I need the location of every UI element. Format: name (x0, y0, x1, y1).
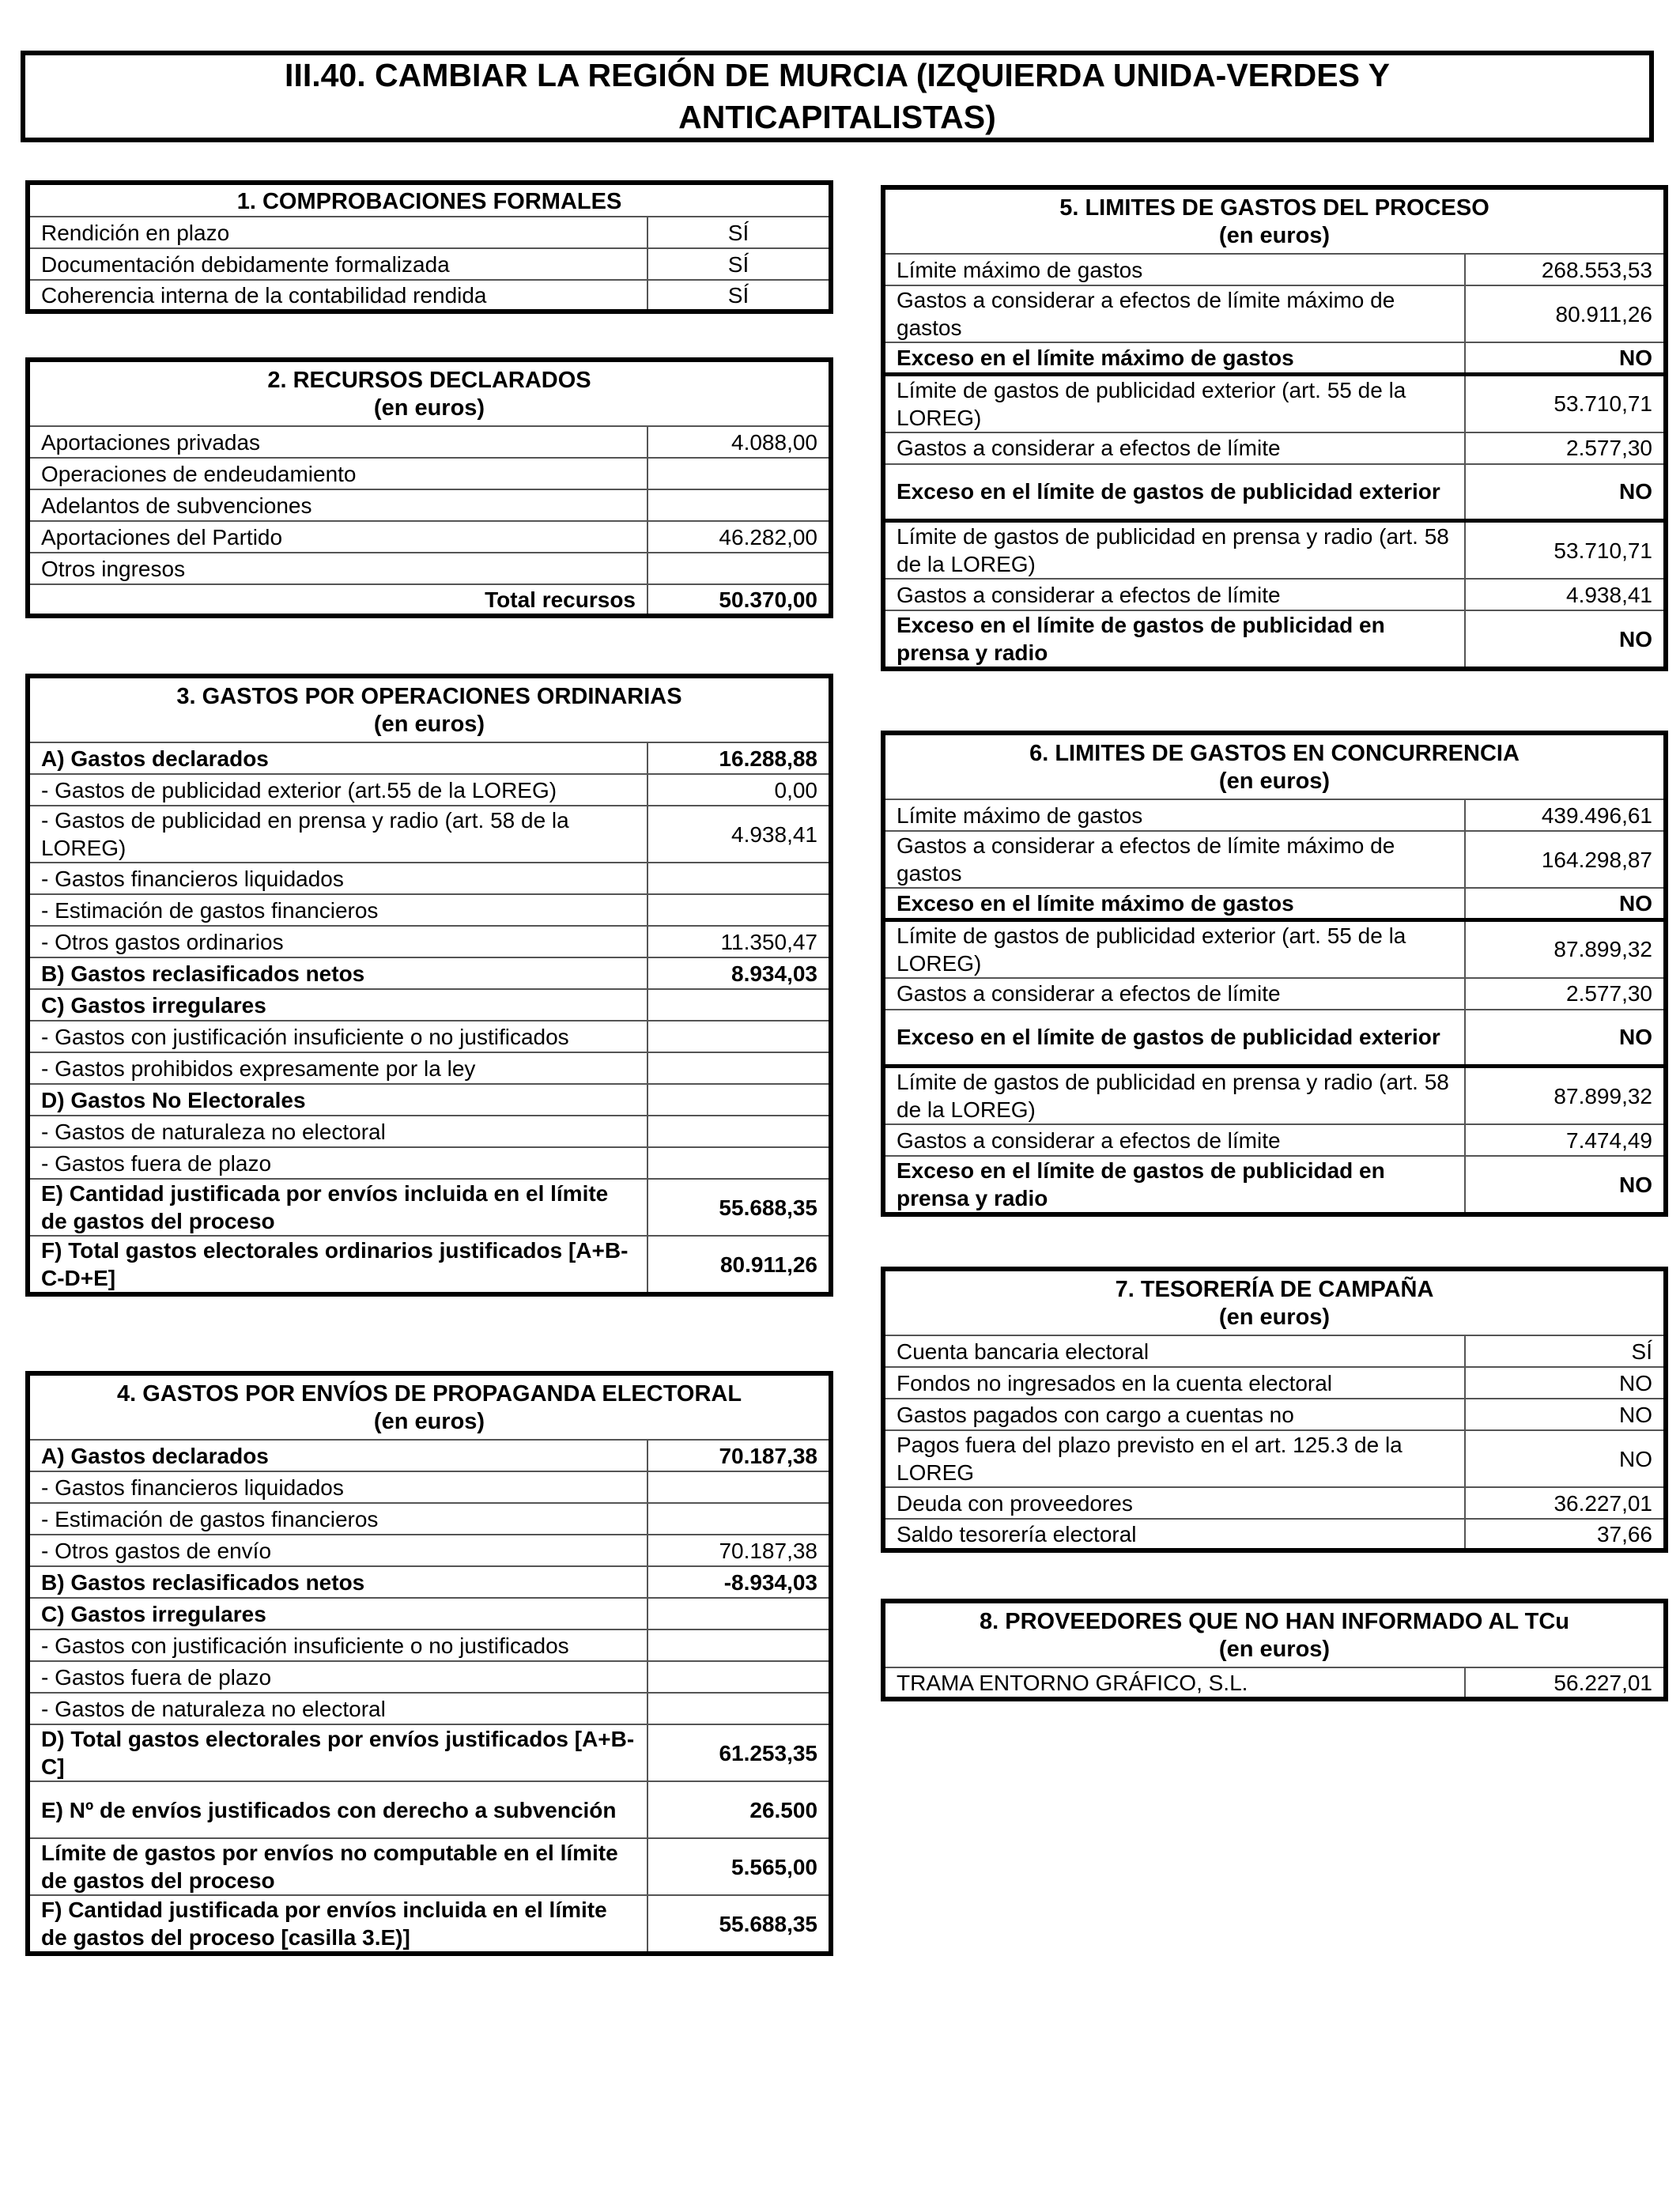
row-value: 80.911,26 (1465, 285, 1666, 342)
table-row (28, 1471, 831, 1503)
row-label: - Gastos fuera de plazo (28, 1661, 647, 1693)
table-row (28, 1236, 831, 1294)
table-row (883, 1667, 1666, 1699)
row-label: C) Gastos irregulares (28, 1598, 647, 1629)
row-value: 7.474,49 (1465, 1124, 1666, 1156)
table-row (883, 521, 1666, 580)
row-value (647, 1084, 831, 1116)
suppliers-not-reported-table (881, 1599, 1668, 1701)
table-row (883, 254, 1666, 285)
table-row (883, 342, 1666, 374)
campaign-treasury-table (881, 1267, 1668, 1553)
table-row (883, 285, 1666, 342)
table-row (883, 1156, 1666, 1214)
table-row (28, 1629, 831, 1661)
table-row (28, 1503, 831, 1535)
row-label: A) Gastos declarados (28, 742, 647, 774)
row-value: NO (1465, 1430, 1666, 1487)
table-row (883, 1519, 1666, 1550)
table-row (28, 989, 831, 1021)
row-value: 70.187,38 (647, 1535, 831, 1566)
row-value (647, 1661, 831, 1693)
row-value: 11.350,47 (647, 926, 831, 957)
table-row (883, 978, 1666, 1010)
table-row (28, 1781, 831, 1838)
table-row (28, 957, 831, 989)
row-label: Gastos a considerar a efectos de límite máximo de gastos (883, 831, 1465, 888)
row-value: 2.577,30 (1465, 978, 1666, 1010)
row-label: Límite de gastos por envíos no computable en el límite de gastos del proceso (28, 1838, 647, 1895)
row-label: - Gastos con justificación insuficiente o no justificados (28, 1021, 647, 1052)
row-label: TRAMA ENTORNO GRÁFICO, S.L. (883, 1667, 1465, 1699)
row-label: Límite de gastos de publicidad exterior (art. 55 de la LOREG) (883, 374, 1465, 432)
row-label: Límite de gastos de publicidad exterior (art. 55 de la LOREG) (883, 920, 1465, 978)
row-label: Exceso en el límite máximo de gastos (883, 888, 1465, 920)
section-heading: 5. LIMITES DE GASTOS DEL PROCESO (en euros) (883, 187, 1666, 254)
row-label: - Estimación de gastos financieros (28, 894, 647, 926)
table-row (28, 1598, 831, 1629)
row-value (647, 863, 831, 894)
table-row (28, 1052, 831, 1084)
row-value: NO (1465, 342, 1666, 374)
row-label: Gastos a considerar a efectos de límite (883, 432, 1465, 464)
row-value: SÍ (647, 217, 831, 248)
table-row (883, 464, 1666, 521)
table-row (883, 432, 1666, 464)
table-row (883, 831, 1666, 888)
row-value (647, 553, 831, 584)
row-value: 16.288,88 (647, 742, 831, 774)
table-row (883, 920, 1666, 978)
table-row (883, 1010, 1666, 1067)
table-row (28, 1693, 831, 1724)
row-label: Operaciones de endeudamiento (28, 458, 647, 489)
row-label: - Gastos financieros liquidados (28, 1471, 647, 1503)
row-label: Coherencia interna de la contabilidad rendida (28, 280, 647, 312)
table-row (28, 863, 831, 894)
table-row (28, 1895, 831, 1954)
table-row (883, 799, 1666, 831)
row-value: 80.911,26 (647, 1236, 831, 1294)
row-value: 268.553,53 (1465, 254, 1666, 285)
row-value: NO (1465, 1399, 1666, 1430)
row-label: F) Cantidad justificada por envíos incluida en el límite de gastos del proceso [casilla 3.E)] (28, 1895, 647, 1954)
row-value: 8.934,03 (647, 957, 831, 989)
section-unit: (en euros) (373, 712, 485, 737)
table-row (28, 489, 831, 521)
row-value: 53.710,71 (1465, 521, 1666, 580)
section-unit: (en euros) (1218, 1637, 1331, 1662)
row-value: SÍ (1465, 1335, 1666, 1367)
document-title (21, 51, 1654, 142)
concurrent-limits-table (881, 731, 1668, 1217)
row-label: Aportaciones privadas (28, 426, 647, 458)
section-heading: 7. TESORERÍA DE CAMPAÑA (en euros) (883, 1269, 1666, 1335)
row-value: NO (1465, 888, 1666, 920)
row-label: Adelantos de subvenciones (28, 489, 647, 521)
table-row (28, 1661, 831, 1693)
row-value: 5.565,00 (647, 1838, 831, 1895)
table-row (883, 1124, 1666, 1156)
row-label: Rendición en plazo (28, 217, 647, 248)
row-label: - Gastos de publicidad exterior (art.55 de la LOREG) (28, 774, 647, 806)
row-value (647, 1629, 831, 1661)
row-label: Gastos a considerar a efectos de límite (883, 1124, 1465, 1156)
table-row (28, 1179, 831, 1236)
row-value (647, 1503, 831, 1535)
row-label: Pagos fuera del plazo previsto en el art. 125.3 de la LOREG (883, 1430, 1465, 1487)
table-row (28, 521, 831, 553)
row-value (647, 1471, 831, 1503)
section-heading: 4. GASTOS POR ENVÍOS DE PROPAGANDA ELECTORAL (en euros) (28, 1373, 831, 1440)
row-label: Otros ingresos (28, 553, 647, 584)
row-value (647, 1052, 831, 1084)
row-value: SÍ (647, 280, 831, 312)
table-row (28, 1566, 831, 1598)
section-unit: (en euros) (373, 395, 485, 421)
row-label: Documentación debidamente formalizada (28, 248, 647, 280)
table-row (28, 553, 831, 584)
row-label: Límite máximo de gastos (883, 799, 1465, 831)
row-label: - Gastos de naturaleza no electoral (28, 1693, 647, 1724)
table-row (28, 806, 831, 863)
row-label: Fondos no ingresados en la cuenta electoral (883, 1367, 1465, 1399)
mailing-expenses-table (25, 1371, 833, 1956)
table-row (883, 374, 1666, 432)
row-value: 0,00 (647, 774, 831, 806)
table-row (883, 610, 1666, 669)
row-value: 87.899,32 (1465, 1067, 1666, 1125)
row-value: 2.577,30 (1465, 432, 1666, 464)
row-value: 4.938,41 (647, 806, 831, 863)
row-value (647, 1021, 831, 1052)
row-value: NO (1465, 1367, 1666, 1399)
row-value: NO (1465, 464, 1666, 521)
formal-checks-table (25, 180, 833, 314)
row-value (647, 989, 831, 1021)
row-label: Límite de gastos de publicidad en prensa y radio (art. 58 de la LOREG) (883, 1067, 1465, 1125)
table-row (28, 894, 831, 926)
row-label: Gastos pagados con cargo a cuentas no (883, 1399, 1465, 1430)
row-value: NO (1465, 1156, 1666, 1214)
row-label: B) Gastos reclasificados netos (28, 957, 647, 989)
table-row (883, 1430, 1666, 1487)
row-value: 87.899,32 (1465, 920, 1666, 978)
table-row (28, 926, 831, 957)
row-label: Gastos a considerar a efectos de límite (883, 978, 1465, 1010)
section-unit: (en euros) (1218, 768, 1331, 794)
row-value (647, 1598, 831, 1629)
row-label: C) Gastos irregulares (28, 989, 647, 1021)
row-label: Gastos a considerar a efectos de límite (883, 579, 1465, 610)
row-label: - Otros gastos de envío (28, 1535, 647, 1566)
table-row (28, 1535, 831, 1566)
declared-resources-table (25, 357, 833, 618)
row-value (647, 489, 831, 521)
table-row (883, 1067, 1666, 1125)
row-label: - Otros gastos ordinarios (28, 926, 647, 957)
table-row (883, 1399, 1666, 1430)
table-row (28, 774, 831, 806)
row-value: 53.710,71 (1465, 374, 1666, 432)
section-unit: (en euros) (373, 1409, 485, 1434)
table-row (28, 217, 831, 248)
row-value: 55.688,35 (647, 1179, 831, 1236)
total-row (28, 584, 831, 616)
table-row (28, 742, 831, 774)
row-label: Exceso en el límite máximo de gastos (883, 342, 1465, 374)
row-label: - Estimación de gastos financieros (28, 1503, 647, 1535)
row-value: 70.187,38 (647, 1440, 831, 1471)
row-label: - Gastos fuera de plazo (28, 1147, 647, 1179)
row-label: E) Cantidad justificada por envíos incluida en el límite de gastos del proceso (28, 1179, 647, 1236)
row-value: 61.253,35 (647, 1724, 831, 1781)
row-label: Cuenta bancaria electoral (883, 1335, 1465, 1367)
row-label: D) Total gastos electorales por envíos justificados [A+B-C] (28, 1724, 647, 1781)
table-row (28, 248, 831, 280)
section-heading: 2. RECURSOS DECLARADOS (en euros) (28, 360, 831, 426)
table-row (883, 888, 1666, 920)
row-value: SÍ (647, 248, 831, 280)
row-value (647, 1693, 831, 1724)
row-label: Límite de gastos de publicidad en prensa y radio (art. 58 de la LOREG) (883, 521, 1465, 580)
row-label: Exceso en el límite de gastos de publicidad en prensa y radio (883, 1156, 1465, 1214)
table-row (28, 458, 831, 489)
row-label: - Gastos de publicidad en prensa y radio (art. 58 de la LOREG) (28, 806, 647, 863)
row-value (647, 458, 831, 489)
ordinary-expenses-table (25, 674, 833, 1297)
row-value: NO (1465, 1010, 1666, 1067)
row-label: Deuda con proveedores (883, 1487, 1465, 1519)
table-row (28, 1724, 831, 1781)
row-value: 37,66 (1465, 1519, 1666, 1550)
row-label: Exceso en el límite de gastos de publicidad exterior (883, 1010, 1465, 1067)
row-value: 55.688,35 (647, 1895, 831, 1954)
table-row (28, 1440, 831, 1471)
table-row (28, 280, 831, 312)
table-row (28, 1116, 831, 1147)
table-row (28, 426, 831, 458)
row-label: Aportaciones del Partido (28, 521, 647, 553)
table-row (28, 1021, 831, 1052)
row-value: 164.298,87 (1465, 831, 1666, 888)
row-value: 50.370,00 (647, 584, 831, 616)
section-unit: (en euros) (1218, 223, 1331, 248)
title-line-1: III.40. CAMBIAR LA REGIÓN DE MURCIA (IZQUIERDA UNIDA-VERDES Y (285, 57, 1390, 93)
table-row (28, 1838, 831, 1895)
table-row (883, 1335, 1666, 1367)
row-label: A) Gastos declarados (28, 1440, 647, 1471)
title-line-2: ANTICAPITALISTAS) (678, 99, 996, 135)
row-label: Gastos a considerar a efectos de límite máximo de gastos (883, 285, 1465, 342)
section-unit: (en euros) (1218, 1305, 1331, 1330)
table-row (883, 1487, 1666, 1519)
process-limits-table (881, 185, 1668, 671)
table-row (883, 579, 1666, 610)
row-label: F) Total gastos electorales ordinarios justificados [A+B-C-D+E] (28, 1236, 647, 1294)
row-value (647, 894, 831, 926)
row-label: - Gastos financieros liquidados (28, 863, 647, 894)
row-label: Límite máximo de gastos (883, 254, 1465, 285)
section-heading: 6. LIMITES DE GASTOS EN CONCURRENCIA (en euros) (883, 733, 1666, 799)
row-value: 439.496,61 (1465, 799, 1666, 831)
row-label: Saldo tesorería electoral (883, 1519, 1465, 1550)
row-value: 4.938,41 (1465, 579, 1666, 610)
row-label: Exceso en el límite de gastos de publicidad exterior (883, 464, 1465, 521)
row-label: Exceso en el límite de gastos de publicidad en prensa y radio (883, 610, 1465, 669)
row-value: NO (1465, 610, 1666, 669)
row-value (647, 1147, 831, 1179)
table-row (883, 1367, 1666, 1399)
row-value: 46.282,00 (647, 521, 831, 553)
row-value: 56.227,01 (1465, 1667, 1666, 1699)
row-label: B) Gastos reclasificados netos (28, 1566, 647, 1598)
table-row (28, 1147, 831, 1179)
row-label: E) Nº de envíos justificados con derecho a subvención (28, 1781, 647, 1838)
section-heading: 8. PROVEEDORES QUE NO HAN INFORMADO AL TCu (en euros) (883, 1601, 1666, 1667)
row-value: 26.500 (647, 1781, 831, 1838)
row-label: - Gastos prohibidos expresamente por la ley (28, 1052, 647, 1084)
row-value: 36.227,01 (1465, 1487, 1666, 1519)
row-label: Total recursos (28, 584, 647, 616)
table-row (28, 1084, 831, 1116)
section-heading: 3. GASTOS POR OPERACIONES ORDINARIAS (en euros) (28, 676, 831, 742)
row-label: - Gastos de naturaleza no electoral (28, 1116, 647, 1147)
row-label: - Gastos con justificación insuficiente o no justificados (28, 1629, 647, 1661)
row-value: -8.934,03 (647, 1566, 831, 1598)
section-heading: 1. COMPROBACIONES FORMALES (28, 183, 831, 217)
row-value (647, 1116, 831, 1147)
row-value: 4.088,00 (647, 426, 831, 458)
row-label: D) Gastos No Electorales (28, 1084, 647, 1116)
